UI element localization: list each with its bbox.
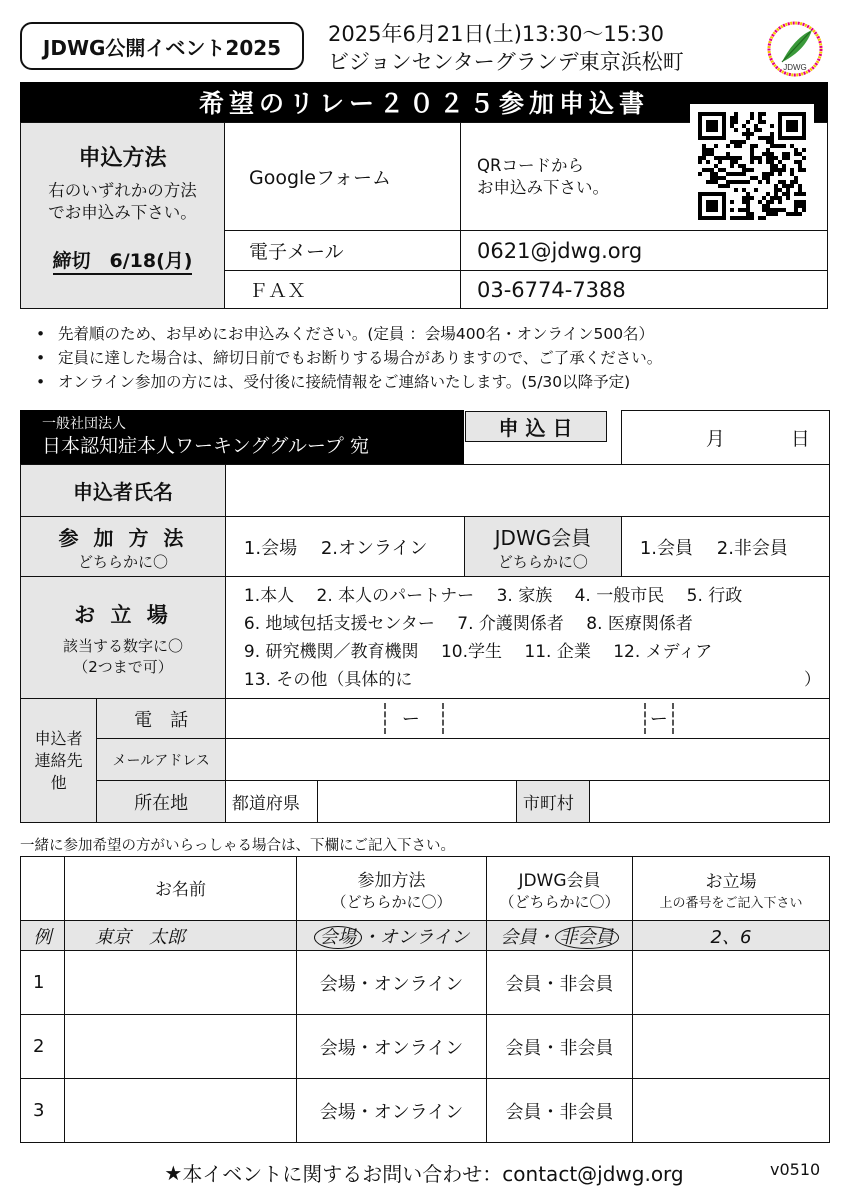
applicant-name-field[interactable] [225, 465, 829, 517]
apply-method-cell [21, 123, 225, 309]
apply-method-desc2: でお申込み下さい。 [48, 203, 197, 222]
row-method[interactable]: 会場・オンライン [297, 951, 487, 1015]
qr-code-icon [698, 112, 806, 220]
col-method [297, 857, 487, 921]
prefecture-label: 都道府県 [226, 781, 318, 822]
applicant-name-label: 申込者氏名 [21, 465, 226, 517]
email-method-label: 電子メール [225, 231, 461, 271]
member-options[interactable]: 1.会員 2.非会員 [621, 517, 829, 577]
example-name: 東京 太郎 [65, 921, 297, 951]
col-member [487, 857, 633, 921]
table-row [21, 1015, 830, 1079]
col-method-label: 参加方法 [357, 870, 426, 891]
org-name: 日本認知症本人ワーキンググループ 宛 [42, 435, 369, 457]
application-form [20, 410, 830, 823]
green-feather-icon [766, 20, 824, 78]
col-member-sub: （どちらかに〇） [499, 892, 620, 911]
qr-code[interactable] [690, 104, 814, 228]
method-sub: どちらかに〇 [77, 552, 168, 571]
row-member[interactable]: 会員・非会員 [487, 951, 633, 1015]
day-label: 日 [790, 428, 810, 450]
event-datetime: 2025年6月21日(土)13:30〜15:30 [328, 22, 664, 46]
row-no: 3 [21, 1079, 65, 1143]
member-label: JDWG会員 [494, 525, 592, 550]
month-label: 月 [705, 428, 725, 450]
companions-table [20, 856, 830, 1143]
role-other: 13. その他（具体的に [243, 669, 413, 690]
phone-label: 電 話 [97, 699, 226, 739]
member-sub: どちらかに〇 [497, 552, 588, 571]
version-label: v0510 [770, 1160, 821, 1179]
note-item: • 先着順のため、お早めにお申込みください。(定員 ：会場400名・オンライン500名） [36, 322, 662, 346]
row-member[interactable]: 会員・非会員 [487, 1079, 633, 1143]
footer-contact-text[interactable]: 本イベントに関するお問い合わせ：contact@jdwg.org [182, 1162, 684, 1186]
example-no: 例 [21, 921, 65, 951]
role-sub2: （2つまで可） [73, 657, 173, 676]
col-role-sub: 上の番号をご記入下さい [659, 895, 803, 911]
contact-label: 申込者連絡先他 [21, 699, 97, 823]
role-line: 1.本人 2. 本人のパートナー 3. 家族 4. 一般市民 5. 行政 [243, 585, 743, 606]
row-role-field[interactable] [633, 1015, 830, 1079]
method-label-cell [21, 517, 226, 577]
row-role-field[interactable] [633, 951, 830, 1015]
method-options[interactable]: 1.会場 2.オンライン [225, 517, 464, 577]
apply-date-field[interactable] [621, 411, 829, 465]
address-field[interactable] [225, 781, 829, 823]
fax-method-label: ＦＡＸ [225, 271, 461, 309]
member-label-cell [465, 517, 622, 577]
deadline: 締切 6/18(月) [53, 246, 193, 275]
example-online: オンライン [379, 926, 470, 948]
google-form-label: Googleフォーム [225, 123, 461, 231]
star-icon: ★ [164, 1160, 183, 1185]
example-venue-circled: 会場 [314, 926, 362, 949]
row-method[interactable]: 会場・オンライン [297, 1079, 487, 1143]
event-venue: ビジョンセンターグランデ東京浜松町 [328, 50, 684, 74]
row-role-field[interactable] [633, 1079, 830, 1143]
jdwg-logo [766, 20, 824, 78]
note-item: • オンライン参加の方には、受付後に接続情報をご連絡いたします。(5/30以降予定) [36, 370, 662, 394]
col-method-sub: （どちらかに〇） [331, 892, 452, 911]
role-label-cell [21, 577, 226, 699]
role-line: 6. 地域包括支援センター 7. 介護関係者 8. 医療関係者 [243, 613, 693, 634]
example-nonmember-circled: 非会員 [555, 926, 619, 949]
logo-text: JDWG [783, 63, 807, 72]
qr-text2: お申込み下さい。 [477, 177, 609, 197]
form-title: 希望のリレー２０２５参加申込書 [20, 82, 828, 122]
event-badge: JDWG公開イベント2025 [20, 22, 304, 70]
email-label: メールアドレス [97, 739, 226, 781]
email-method-value[interactable]: 0621@jdwg.org [461, 231, 828, 271]
companions-intro: 一緒に参加希望の方がいらっしゃる場合は、下欄にご記入下さい。 [20, 838, 455, 854]
org-small: 一般社団法人 [42, 416, 126, 432]
event-info [328, 20, 684, 76]
col-role-label: お立場 [705, 871, 757, 892]
phone-field[interactable] [225, 699, 829, 739]
col-member-label: JDWG会員 [518, 870, 601, 891]
notes-list [36, 322, 662, 394]
role-label: お 立 場 [74, 602, 172, 627]
row-no: 2 [21, 1015, 65, 1079]
apply-method-heading: 申込方法 [78, 146, 167, 171]
role-close: ） [804, 669, 821, 690]
note-item: • 定員に達した場合は、締切日前でもお断りする場合がありますので、ご了承ください。 [36, 346, 662, 370]
row-name-field[interactable] [65, 1015, 297, 1079]
phone-dash: ー [649, 709, 668, 730]
email-field[interactable] [225, 739, 829, 781]
example-method: 会場 ・オンライン [297, 921, 487, 951]
row-method[interactable]: 会場・オンライン [297, 1015, 487, 1079]
apply-method-desc1: 右のいずれかの方法 [48, 181, 197, 200]
apply-date-label: 申 込 日 [465, 411, 607, 442]
role-options[interactable] [225, 577, 829, 699]
col-name: お名前 [65, 857, 297, 921]
method-label: 参 加 方 法 [58, 525, 188, 550]
row-name-field[interactable] [65, 951, 297, 1015]
footer-contact [0, 1158, 848, 1187]
example-role: 2、6 [633, 921, 830, 951]
example-row [21, 921, 830, 951]
row-member[interactable]: 会員・非会員 [487, 1015, 633, 1079]
address-label: 所在地 [97, 781, 226, 823]
role-line [244, 666, 829, 694]
role-sub1: 該当する数字に〇 [62, 636, 183, 655]
col-role [633, 857, 830, 921]
city-label: 市町村 [516, 781, 590, 822]
phone-dash: ー [401, 709, 420, 730]
fax-method-value: 03-6774-7388 [461, 271, 828, 309]
row-no: 1 [21, 951, 65, 1015]
table-row [21, 951, 830, 1015]
table-row [21, 1079, 830, 1143]
role-line: 9. 研究機関／教育機関 10.学生 11. 企業 12. メディア [243, 641, 713, 662]
qr-text1: QRコードから [477, 155, 584, 175]
row-name-field[interactable] [65, 1079, 297, 1143]
example-member: 会員・ 非会員 [487, 921, 633, 951]
